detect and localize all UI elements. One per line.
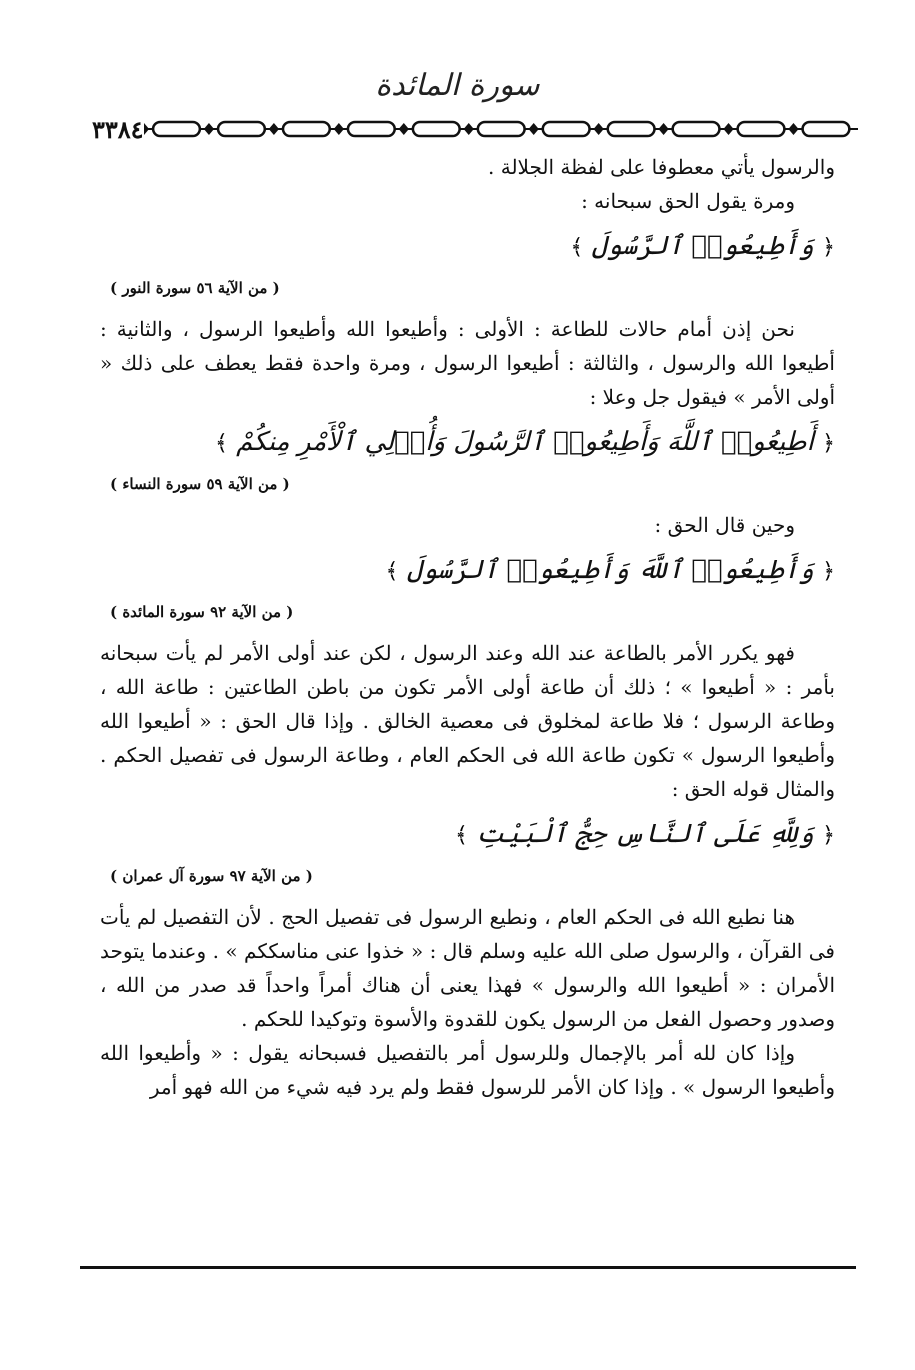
page-number: ٣٣٨٤ (92, 114, 144, 144)
verse-text: وَأَطِيعُوا۟ ٱلرَّسُولَ (591, 231, 814, 261)
quran-verse-2 (100, 420, 835, 466)
page-content (100, 150, 835, 1104)
verse-reference-1: ( من الآية ٥٦ سورة النور ) (110, 279, 280, 297)
paragraph-1: والرسول يأتي معطوفا على لفظة الجلالة . (488, 155, 835, 179)
verse-open-bracket: ﴿ (822, 431, 835, 456)
verse-reference-2: ( من الآية ٥٩ سورة النساء ) (110, 475, 290, 493)
verse-open-bracket: ﴿ (822, 235, 835, 260)
verse-close-bracket: ﴾ (454, 823, 468, 848)
verse-close-bracket: ﴾ (570, 235, 584, 260)
footer-rule (80, 1266, 856, 1269)
paragraph-6: هنا نطيع الله فى الحكم العام ، ونطيع الرسول فى تفصيل الحج . لأن التفصيل لم يأت فى القرآن ، والرسول صلى الله عليه وسلم قال : « خذوا عنى مناسككم » . وعندما يتوحد الأمران : « أطيعوا الله والرسول » فهذا يعنى أن هناك أمراً واحداً قد صدر من الله ، وصدور وحصول الفعل من الرسول يكون للقدوة والأسوة وتوكيدا للحكم . (100, 905, 835, 1031)
verse-reference-4: ( من الآية ٩٧ سورة آل عمران ) (110, 867, 313, 885)
surah-title: سورة المائدة (375, 68, 540, 103)
paragraph-2: ومرة يقول الحق سبحانه : (581, 189, 795, 213)
verse-close-bracket: ﴾ (215, 431, 228, 456)
chain-ornament (144, 117, 858, 141)
paragraph-7: وإذا كان لله أمر بالإجمال وللرسول أمر بالتفصيل فسبحانه يقول : « وأطيعوا الله وأطيعوا الرسول » . وإذا كان الأمر للرسول فقط ولم يرد فيه شيء من الله فهو أمر (100, 1041, 835, 1099)
verse-open-bracket: ﴿ (822, 823, 835, 848)
quran-verse-3 (100, 548, 835, 594)
verse-reference-3: ( من الآية ٩٢ سورة المائدة ) (110, 603, 294, 621)
verse-text: وَأَطِيعُوا۟ ٱللَّهَ وَأَطِيعُوا۟ ٱلرَّسُولَ (406, 555, 814, 585)
verse-text: أَطِيعُوا۟ ٱللَّهَ وَأَطِيعُوا۟ ٱلرَّسُولَ وَأُو۟لِي ٱلْأَمْرِ مِنكُمْ (236, 427, 814, 457)
verse-close-bracket: ﴾ (385, 559, 399, 584)
header-rule (88, 114, 858, 144)
paragraph-5: فهو يكرر الأمر بالطاعة عند الله وعند الرسول ، لكن عند أولى الأمر لم يأت سبحانه بأمر : « أطيعوا » ؛ ذلك أن طاعة أولى الأمر تكون من باطن الطاعتين : طاعة الله ، وطاعة الرسول ؛ فلا طاعة لمخلوق فى معصية الخالق . وإذا قال الحق : « أطيعوا الله وأطيعوا الرسول » تكون طاعة الله فى الحكم العام ، وطاعة الرسول فى تفصيل الحكم . والمثال قوله الحق : (100, 641, 835, 801)
verse-open-bracket: ﴿ (822, 559, 835, 584)
paragraph-3: نحن إذن أمام حالات للطاعة : الأولى : وأطيعوا الله وأطيعوا الرسول ، والثانية : أطيعوا الله والرسول ، والثالثة : أطيعوا الرسول ، ومرة واحدة فقط يعطف على ذلك « أولى الأمر » فيقول جل وعلا : (100, 317, 835, 409)
paragraph-4: وحين قال الحق : (654, 513, 795, 537)
quran-verse-1 (100, 224, 835, 270)
verse-text: وَلِلَّهِ عَلَى ٱلنَّاسِ حِجُّ ٱلْبَيْتِ (476, 819, 814, 849)
quran-verse-4 (100, 812, 835, 858)
